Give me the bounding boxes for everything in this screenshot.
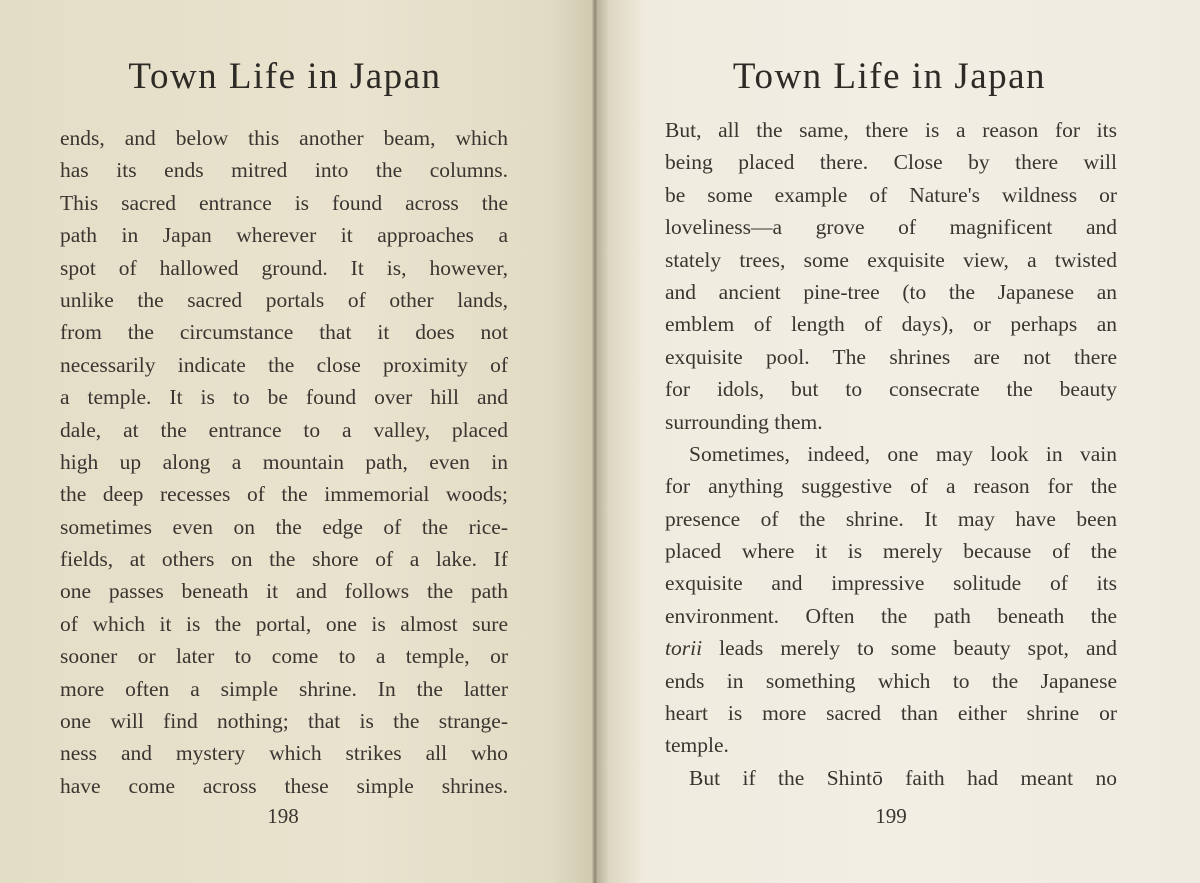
text-line: temple.: [665, 733, 729, 758]
text-line: This sacred entrance is found across the: [60, 190, 508, 215]
left-running-head: Town Life in Japan: [128, 56, 442, 97]
text-line: placed where it is merely because of the: [665, 539, 1117, 564]
text-line: exquisite pool. The shrines are not there: [665, 344, 1117, 369]
text-line: be some example of Nature's wildness or: [665, 182, 1117, 207]
text-line: spot of hallowed ground. It is, however,: [60, 255, 508, 280]
text-line: has its ends mitred into the columns.: [60, 158, 508, 183]
text-line: of which it is the portal, one is almost sure: [60, 611, 508, 636]
text-line: sometimes even on the edge of the rice-: [60, 514, 508, 539]
text-line: one passes beneath it and follows the path: [60, 579, 508, 604]
right-page: [597, 0, 1200, 883]
text-line: path in Japan wherever it approaches a: [60, 223, 508, 248]
left-page: [0, 0, 597, 883]
italic-term-torii: torii: [665, 636, 703, 661]
text-line: fields, at others on the shore of a lake. If: [60, 547, 508, 572]
text-line: exquisite and impressive solitude of its: [665, 571, 1117, 596]
text-line: the deep recesses of the immemorial woods;: [60, 482, 508, 507]
text-line: and ancient pine-tree (to the Japanese an: [665, 279, 1117, 304]
text-line: one will find nothing; that is the strange-: [60, 709, 508, 734]
text-line: emblem of length of days), or perhaps an: [665, 312, 1117, 337]
text-line: a temple. It is to be found over hill and: [60, 385, 508, 410]
text-line-rest: leads merely to some beauty spot, and: [719, 636, 1117, 661]
text-line: stately trees, some exquisite view, a twisted: [665, 247, 1117, 272]
text-line: environment. Often the path beneath the: [665, 603, 1117, 628]
text-line: high up along a mountain path, even in: [60, 449, 508, 474]
text-line: have come across these simple shrines.: [60, 773, 508, 798]
text-line: being placed there. Close by there will: [665, 150, 1117, 175]
text-line: from the circumstance that it does not: [60, 320, 508, 345]
right-body-text: [665, 114, 1117, 794]
left-body-text: [60, 122, 508, 802]
text-line: for idols, but to consecrate the beauty: [665, 377, 1117, 402]
text-line: presence of the shrine. It may have been: [665, 506, 1117, 531]
text-line: Sometimes, indeed, one may look in vain: [689, 441, 1117, 466]
right-page-number: 199: [875, 804, 907, 828]
text-line: surrounding them.: [665, 409, 823, 434]
text-line-with-italic: [665, 632, 1117, 664]
text-line: But if the Shintō faith had meant no: [689, 765, 1117, 790]
text-line: But, all the same, there is a reason for its: [665, 118, 1117, 142]
text-line: unlike the sacred portals of other lands,: [60, 287, 508, 312]
text-line: necessarily indicate the close proximity of: [60, 352, 508, 377]
left-page-number: 198: [267, 804, 299, 828]
text-line: loveliness—a grove of magnificent and: [665, 215, 1117, 240]
text-line: heart is more sacred than either shrine or: [665, 701, 1117, 726]
text-line: ness and mystery which strikes all who: [60, 741, 508, 766]
text-line: for anything suggestive of a reason for the: [665, 474, 1117, 499]
text-line: ends, and below this another beam, which: [60, 126, 508, 150]
text-line: ends in something which to the Japanese: [665, 668, 1117, 693]
right-running-head: Town Life in Japan: [732, 56, 1047, 97]
text-line: dale, at the entrance to a valley, placed: [60, 417, 508, 442]
text-line: sooner or later to come to a temple, or: [60, 644, 508, 669]
text-line: more often a simple shrine. In the latter: [60, 676, 508, 701]
